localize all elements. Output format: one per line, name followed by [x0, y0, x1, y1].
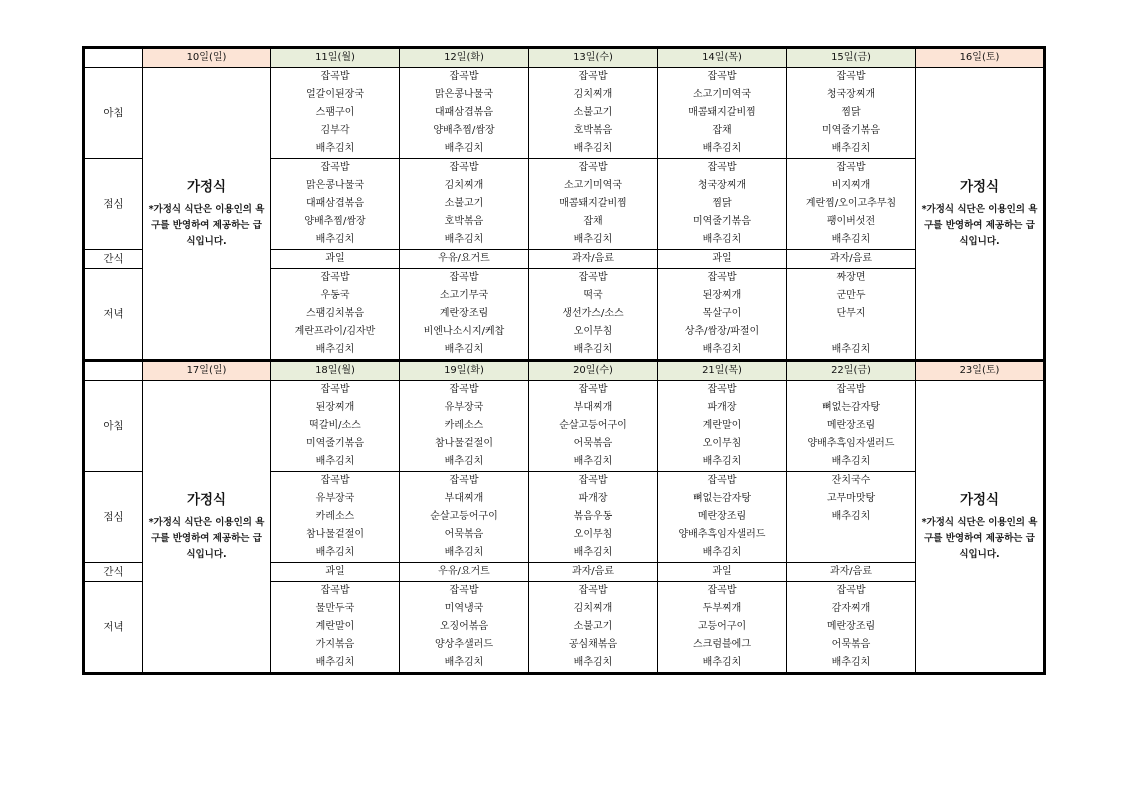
menu-item: 소고기무국 — [439, 290, 489, 301]
menu-item: 메란장조림 — [697, 511, 747, 522]
menu-item: 부대찌개 — [573, 402, 613, 413]
menu-item: 찜닭 — [712, 198, 732, 209]
menu-item: 오이무침 — [573, 529, 613, 540]
menu-item: 소고기미역국 — [693, 89, 751, 100]
menu-item: 배추김치 — [702, 547, 742, 558]
menu-item: 소불고기 — [573, 621, 613, 632]
lunch-cell — [529, 159, 658, 250]
menu-item: 배추김치 — [573, 547, 613, 558]
menu-item: 메란장조림 — [826, 621, 876, 632]
menu-item: 미역줄기볶음 — [822, 125, 880, 136]
menu-item: 잡곡밥 — [320, 162, 350, 173]
dinner-cell — [271, 269, 400, 361]
menu-item: 미역줄기볶음 — [306, 438, 364, 449]
day-header: 16일(토) — [916, 48, 1045, 68]
lunch-cell — [400, 472, 529, 563]
menu-item: 잡곡밥 — [707, 384, 737, 395]
home-meal-note: *가정식 식단은 이용인의 욕구를 반영하여 제공하는 급식입니다. — [921, 516, 1038, 560]
menu-item: 배추김치 — [831, 456, 871, 467]
menu-item: 배추김치 — [315, 657, 355, 668]
breakfast-cell — [787, 68, 916, 159]
menu-item: 파개장 — [578, 493, 608, 504]
menu-item: 군만두 — [836, 290, 866, 301]
weekend-home-meal-cell — [916, 381, 1045, 674]
menu-item: 짜장면 — [836, 272, 866, 283]
snack-cell: 우유/요거트 — [400, 250, 529, 269]
menu-item: 양배추찜/쌈장 — [304, 216, 366, 227]
menu-item: 부대찌개 — [444, 493, 484, 504]
lunch-cell — [271, 472, 400, 563]
snack-cell: 과일 — [658, 563, 787, 582]
menu-item: 청국장찌개 — [826, 89, 876, 100]
menu-item: 배추김치 — [444, 143, 484, 154]
day-header: 18일(월) — [271, 361, 400, 381]
day-header: 19일(화) — [400, 361, 529, 381]
menu-item: 호박볶음 — [573, 125, 613, 136]
dinner-cell — [787, 582, 916, 674]
menu-item: 오징어볶음 — [439, 621, 489, 632]
dinner-cell — [787, 269, 916, 361]
meal-label: 저녁 — [84, 582, 143, 674]
menu-item: 배추김치 — [315, 456, 355, 467]
meal-label: 아침 — [84, 68, 143, 159]
menu-item: 배추김치 — [573, 344, 613, 355]
lunch-cell — [271, 159, 400, 250]
menu-item: 떡갈비/소스 — [309, 420, 361, 431]
lunch-cell — [787, 159, 916, 250]
menu-item: 파개장 — [707, 402, 737, 413]
menu-item: 매콤돼지갈비찜 — [559, 198, 627, 209]
menu-item: 유부장국 — [444, 402, 484, 413]
menu-item: 배추김치 — [573, 234, 613, 245]
menu-item: 카레소스 — [315, 511, 355, 522]
menu-item: 두부찌개 — [702, 603, 742, 614]
menu-item: 뼈없는감자탕 — [822, 402, 880, 413]
home-meal-title: 가정식 — [186, 178, 227, 195]
home-meal-note: *가정식 식단은 이용인의 욕구를 반영하여 제공하는 급식입니다. — [921, 203, 1038, 247]
menu-item: 계란찜/오이고추무침 — [805, 198, 897, 209]
menu-item: 미역줄기볶음 — [693, 216, 751, 227]
menu-item: 매콤돼지갈비찜 — [688, 107, 756, 118]
lunch-cell — [787, 472, 916, 563]
menu-item: 뼈없는감자탕 — [693, 493, 751, 504]
menu-item: 배추김치 — [315, 234, 355, 245]
menu-item: 맑은콩나물국 — [306, 180, 364, 191]
menu-item: 잡채 — [583, 216, 603, 227]
breakfast-cell — [787, 381, 916, 472]
menu-item: 배추김치 — [831, 657, 871, 668]
breakfast-cell — [658, 381, 787, 472]
home-meal-title: 가정식 — [186, 491, 227, 508]
menu-item: 잡곡밥 — [707, 162, 737, 173]
corner-cell — [84, 361, 143, 381]
menu-item: 상추/쌈장/파절이 — [684, 326, 760, 337]
menu-item: 잡곡밥 — [320, 475, 350, 486]
menu-item: 배추김치 — [315, 143, 355, 154]
menu-item: 비엔나소시지/케찹 — [423, 326, 505, 337]
menu-item: 떡국 — [583, 290, 603, 301]
menu-item: 잡곡밥 — [707, 272, 737, 283]
menu-item: 배추김치 — [315, 547, 355, 558]
menu-item: 잡곡밥 — [836, 585, 866, 596]
meal-label: 간식 — [84, 563, 143, 582]
snack-cell: 우유/요거트 — [400, 563, 529, 582]
snack-cell: 과자/음료 — [787, 563, 916, 582]
menu-item: 목살구이 — [702, 308, 742, 319]
menu-item: 잡채 — [712, 125, 732, 136]
menu-item: 계란프라이/김자반 — [294, 326, 376, 337]
menu-item: 계란말이 — [315, 621, 355, 632]
menu-item: 잔치국수 — [831, 475, 871, 486]
day-header: 14일(목) — [658, 48, 787, 68]
home-meal-note: *가정식 식단은 이용인의 욕구를 반영하여 제공하는 급식입니다. — [148, 203, 265, 247]
menu-item: 대패삼겹볶음 — [435, 107, 493, 118]
menu-item: 잡곡밥 — [449, 272, 479, 283]
menu-item: 양배추흑임자샐러드 — [807, 438, 895, 449]
menu-item: 순살고등어구이 — [559, 420, 627, 431]
menu-item: 양배추흑임자샐러드 — [678, 529, 766, 540]
menu-item: 배추김치 — [573, 657, 613, 668]
dinner-cell — [658, 582, 787, 674]
menu-item: 잡곡밥 — [707, 585, 737, 596]
lunch-cell — [400, 159, 529, 250]
day-header: 10일(일) — [143, 48, 271, 68]
menu-item — [787, 526, 915, 544]
menu-item: 잡곡밥 — [836, 71, 866, 82]
meal-label: 저녁 — [84, 269, 143, 361]
menu-item: 된장찌개 — [315, 402, 355, 413]
menu-item: 배추김치 — [444, 547, 484, 558]
day-header: 22일(금) — [787, 361, 916, 381]
menu-item: 김치찌개 — [444, 180, 484, 191]
meal-label: 아침 — [84, 381, 143, 472]
breakfast-cell — [529, 68, 658, 159]
menu-item: 대패삼겹볶음 — [306, 198, 364, 209]
menu-item: 잡곡밥 — [449, 162, 479, 173]
menu-item: 김치찌개 — [573, 89, 613, 100]
breakfast-cell — [271, 381, 400, 472]
dinner-cell — [400, 582, 529, 674]
week-header-row — [84, 361, 1045, 381]
menu-item: 잡곡밥 — [578, 71, 608, 82]
snack-cell: 과일 — [658, 250, 787, 269]
menu-item: 배추김치 — [573, 456, 613, 467]
menu-item: 잡곡밥 — [707, 71, 737, 82]
menu-item: 공심채볶음 — [568, 639, 618, 650]
week-header-row — [84, 48, 1045, 68]
menu-item: 어묵볶음 — [831, 639, 871, 650]
meal-label: 점심 — [84, 472, 143, 563]
menu-item: 양배추찜/쌈장 — [433, 125, 495, 136]
menu-item: 잡곡밥 — [578, 585, 608, 596]
day-header: 17일(일) — [143, 361, 271, 381]
menu-item: 배추김치 — [702, 143, 742, 154]
breakfast-cell — [271, 68, 400, 159]
menu-item: 참나물겉절이 — [306, 529, 364, 540]
menu-item: 배추김치 — [315, 344, 355, 355]
weekly-meal-table — [82, 46, 1046, 675]
menu-item: 비지찌개 — [831, 180, 871, 191]
menu-item: 참나물겉절이 — [435, 438, 493, 449]
breakfast-cell — [529, 381, 658, 472]
dinner-cell — [400, 269, 529, 361]
menu-item: 잡곡밥 — [449, 384, 479, 395]
day-header: 11일(월) — [271, 48, 400, 68]
day-header: 20일(수) — [529, 361, 658, 381]
menu-item: 생선가스/소스 — [562, 308, 624, 319]
menu-item: 스팸구이 — [315, 107, 355, 118]
day-header: 12일(화) — [400, 48, 529, 68]
menu-item: 순살고등어구이 — [430, 511, 498, 522]
menu-item: 잡곡밥 — [578, 272, 608, 283]
menu-item: 양상추샐러드 — [435, 639, 493, 650]
breakfast-row — [84, 381, 1045, 472]
menu-item: 고등어구이 — [697, 621, 747, 632]
menu-item: 어묵볶음 — [573, 438, 613, 449]
menu-item: 소불고기 — [444, 198, 484, 209]
menu-item: 소불고기 — [573, 107, 613, 118]
menu-item: 얼갈이된장국 — [306, 89, 364, 100]
menu-item: 배추김치 — [702, 456, 742, 467]
home-meal-note: *가정식 식단은 이용인의 욕구를 반영하여 제공하는 급식입니다. — [148, 516, 265, 560]
snack-cell: 과일 — [271, 563, 400, 582]
menu-item: 잡곡밥 — [578, 384, 608, 395]
lunch-cell — [529, 472, 658, 563]
menu-item: 미역냉국 — [444, 603, 484, 614]
breakfast-cell — [658, 68, 787, 159]
menu-item: 잡곡밥 — [320, 585, 350, 596]
menu-item: 잡곡밥 — [320, 272, 350, 283]
dinner-cell — [271, 582, 400, 674]
menu-item: 단무지 — [836, 308, 866, 319]
menu-item: 물만두국 — [315, 603, 355, 614]
breakfast-row — [84, 68, 1045, 159]
menu-item: 카레소스 — [444, 420, 484, 431]
menu-item: 배추김치 — [444, 344, 484, 355]
breakfast-cell — [400, 381, 529, 472]
menu-item — [787, 544, 915, 562]
day-header: 21일(목) — [658, 361, 787, 381]
weekend-home-meal-cell — [143, 68, 271, 361]
menu-item: 스크럼블에그 — [693, 639, 751, 650]
menu-item: 배추김치 — [702, 657, 742, 668]
menu-item: 배추김치 — [702, 234, 742, 245]
menu-item: 계란말이 — [702, 420, 742, 431]
menu-item: 청국장찌개 — [697, 180, 747, 191]
breakfast-cell — [400, 68, 529, 159]
menu-item: 잡곡밥 — [449, 71, 479, 82]
menu-item: 찜닭 — [841, 107, 861, 118]
menu-item: 배추김치 — [831, 234, 871, 245]
menu-item: 오이무침 — [573, 326, 613, 337]
dinner-cell — [529, 269, 658, 361]
snack-cell: 과자/음료 — [529, 563, 658, 582]
snack-cell: 과자/음료 — [787, 250, 916, 269]
dinner-cell — [658, 269, 787, 361]
menu-item: 호박볶음 — [444, 216, 484, 227]
menu-item: 잡곡밥 — [449, 585, 479, 596]
menu-item: 잡곡밥 — [578, 475, 608, 486]
menu-item: 잡곡밥 — [320, 71, 350, 82]
menu-item: 배추김치 — [831, 143, 871, 154]
menu-item: 배추김치 — [831, 344, 871, 355]
menu-item: 배추김치 — [573, 143, 613, 154]
lunch-cell — [658, 472, 787, 563]
menu-item: 어묵볶음 — [444, 529, 484, 540]
menu-item: 배추김치 — [702, 344, 742, 355]
menu-item: 계란장조림 — [439, 308, 489, 319]
menu-item: 감자찌개 — [831, 603, 871, 614]
day-header: 15일(금) — [787, 48, 916, 68]
menu-item — [787, 323, 915, 341]
dinner-cell — [529, 582, 658, 674]
day-header: 23일(토) — [916, 361, 1045, 381]
menu-item: 팽이버섯전 — [826, 216, 876, 227]
menu-item: 배추김치 — [444, 234, 484, 245]
menu-item: 배추김치 — [444, 456, 484, 467]
menu-item: 스팸김치볶음 — [306, 308, 364, 319]
menu-item: 가지볶음 — [315, 639, 355, 650]
home-meal-title: 가정식 — [959, 491, 1000, 508]
weekend-home-meal-cell — [143, 381, 271, 674]
menu-item: 우동국 — [320, 290, 350, 301]
lunch-cell — [658, 159, 787, 250]
menu-item: 잡곡밥 — [320, 384, 350, 395]
menu-item: 메란장조림 — [826, 420, 876, 431]
snack-cell: 과자/음료 — [529, 250, 658, 269]
menu-item: 김치찌개 — [573, 603, 613, 614]
menu-item: 오이무침 — [702, 438, 742, 449]
menu-item: 볶음우동 — [573, 511, 613, 522]
menu-item: 잡곡밥 — [836, 384, 866, 395]
menu-item: 고무마맛탕 — [826, 493, 876, 504]
menu-item: 잡곡밥 — [578, 162, 608, 173]
meal-label: 점심 — [84, 159, 143, 250]
menu-item: 잡곡밥 — [449, 475, 479, 486]
home-meal-title: 가정식 — [959, 178, 1000, 195]
menu-item: 유부장국 — [315, 493, 355, 504]
weekend-home-meal-cell — [916, 68, 1045, 361]
menu-item: 맑은콩나물국 — [435, 89, 493, 100]
corner-cell — [84, 48, 143, 68]
snack-cell: 과일 — [271, 250, 400, 269]
meal-label: 간식 — [84, 250, 143, 269]
day-header: 13일(수) — [529, 48, 658, 68]
menu-item: 소고기미역국 — [564, 180, 622, 191]
menu-item: 배추김치 — [444, 657, 484, 668]
menu-item: 된장찌개 — [702, 290, 742, 301]
menu-item: 배추김치 — [831, 511, 871, 522]
menu-item: 잡곡밥 — [836, 162, 866, 173]
menu-item: 김부각 — [320, 125, 350, 136]
menu-item: 잡곡밥 — [707, 475, 737, 486]
